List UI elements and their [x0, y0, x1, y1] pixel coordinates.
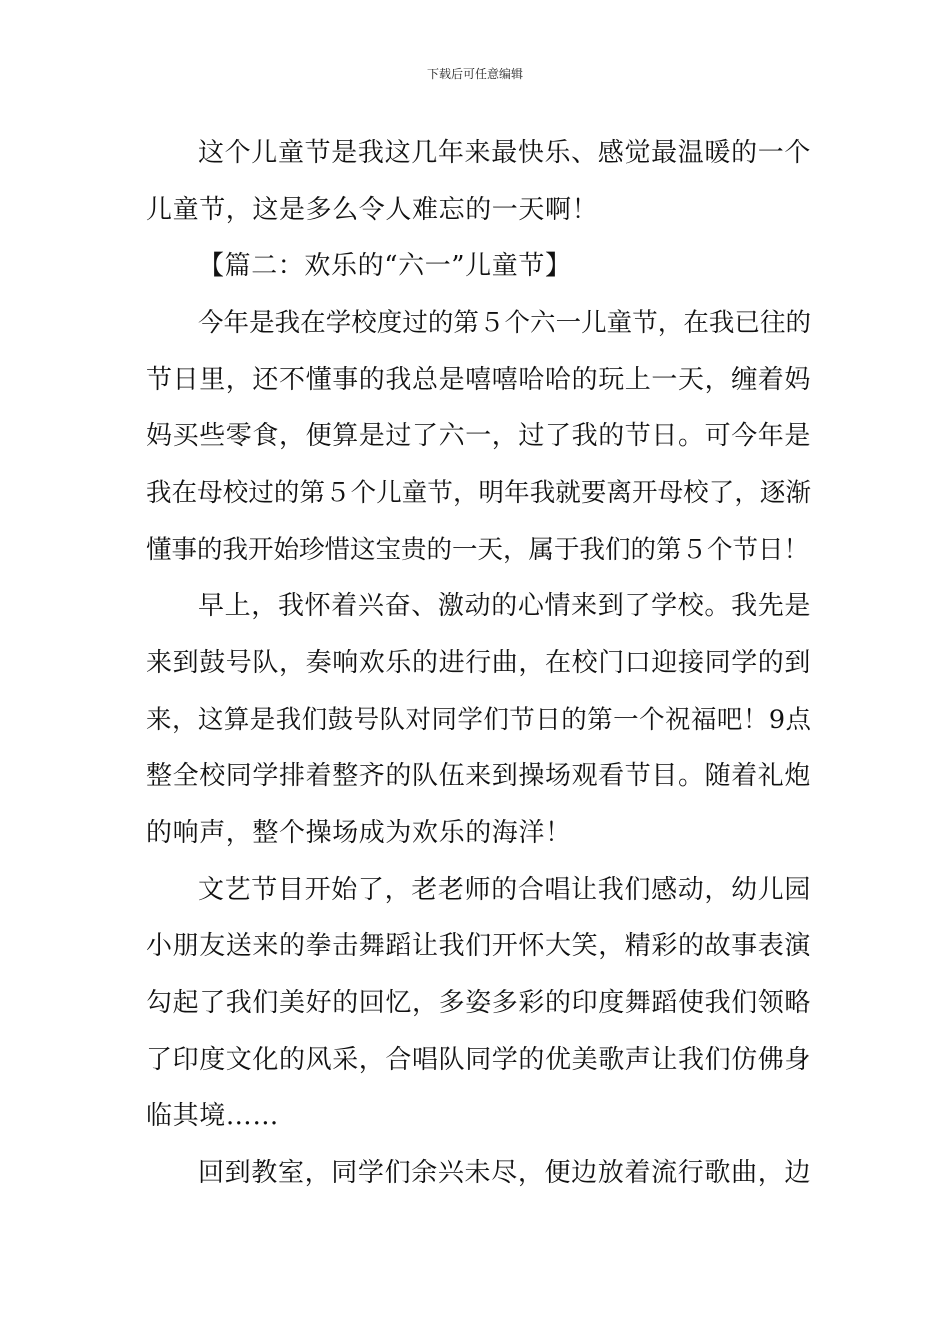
- text-line: 临其境……: [146, 1101, 280, 1131]
- text-line: 早上，我怀着兴奋、激动的心情来到了学校。我先是: [198, 591, 811, 621]
- page-header: 下载后可任意编辑: [426, 67, 523, 81]
- text-line: 回到教室，同学们余兴未尽，便边放着流行歌曲，边: [198, 1158, 811, 1188]
- text-line: 文艺节目开始了，老老师的合唱让我们感动，幼儿园: [198, 875, 811, 905]
- text-line: 了印度文化的风采，合唱队同学的优美歌声让我们仿佛身: [146, 1045, 811, 1075]
- text-line: 来，这算是我们鼓号队对同学们节日的第一个祝福吧！9点: [146, 705, 811, 735]
- text-line: 我在母校过的第５个儿童节，明年我就要离开母校了，逐渐: [146, 478, 811, 508]
- text-line: 妈买些零食，便算是过了六一，过了我的节日。可今年是: [146, 421, 811, 451]
- text-line: 勾起了我们美好的回忆，多姿多彩的印度舞蹈使我们领略: [146, 988, 811, 1018]
- text-line: 来到鼓号队，奏响欢乐的进行曲，在校门口迎接同学的到: [146, 648, 811, 678]
- text-line: 的响声，整个操场成为欢乐的海洋！: [146, 818, 572, 848]
- section-heading: 【篇二：欢乐的“六一”儿童节】: [198, 251, 572, 281]
- text-line: 小朋友送来的拳击舞蹈让我们开怀大笑，精彩的故事表演: [146, 931, 811, 961]
- text-line: 节日里，还不懂事的我总是嘻嘻哈哈的玩上一天，缠着妈: [146, 365, 811, 395]
- text-line: 整全校同学排着整齐的队伍来到操场观看节目。随着礼炮: [146, 761, 811, 791]
- text-line: 懂事的我开始珍惜这宝贵的一天，属于我们的第５个节日！: [146, 535, 810, 565]
- text-line: 今年是我在学校度过的第５个六一儿童节，在我已往的: [198, 308, 811, 338]
- text-line: 儿童节，这是多么令人难忘的一天啊！: [146, 195, 599, 225]
- text-line: 这个儿童节是我这几年来最快乐、感觉最温暖的一个: [198, 138, 811, 168]
